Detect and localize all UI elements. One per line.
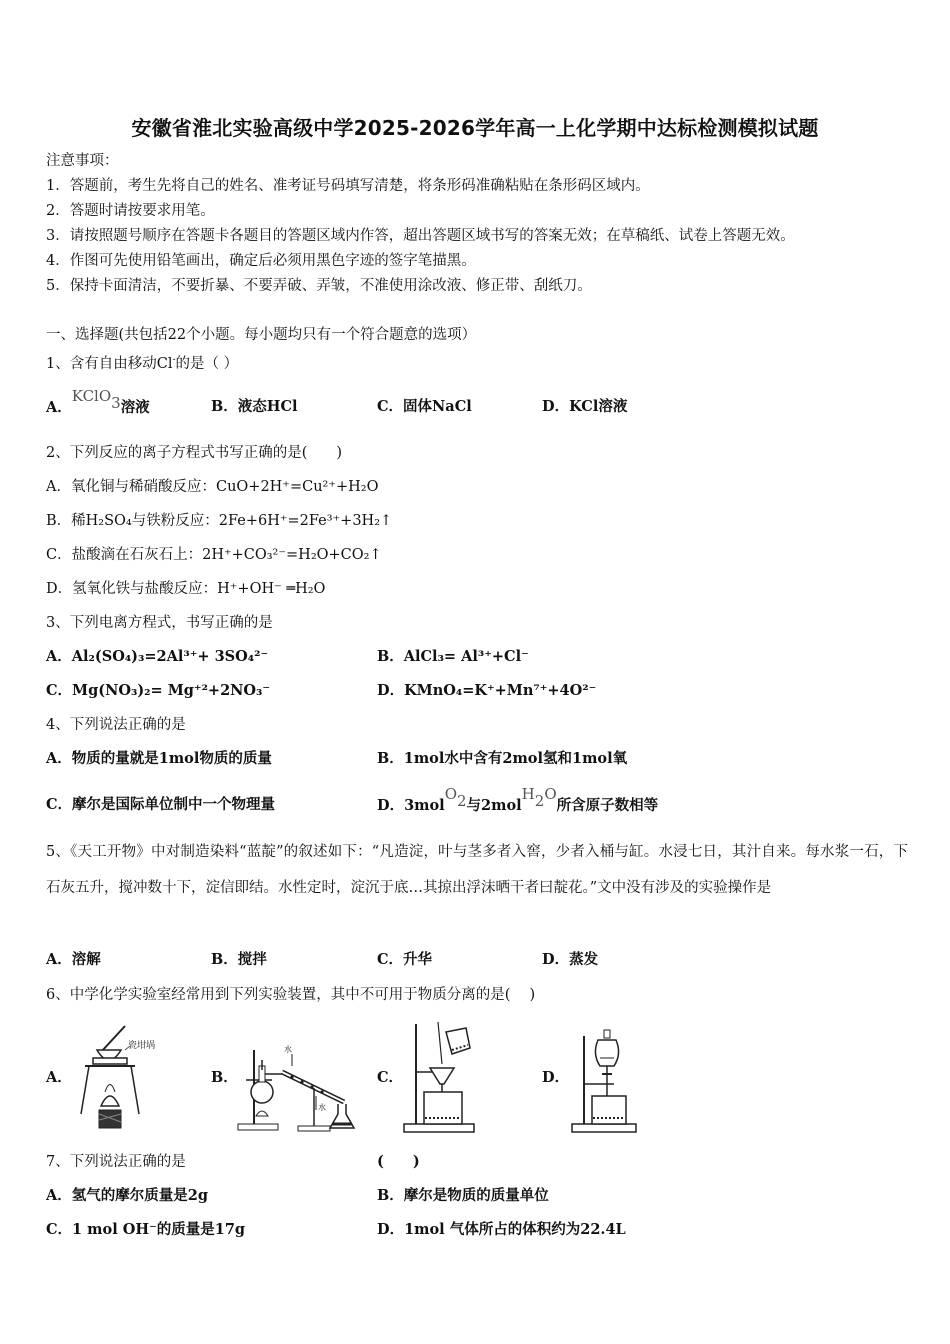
separatory-funnel-figure — [570, 1022, 650, 1134]
q5-option-a: A．溶解 — [46, 951, 101, 968]
note-item: 3．请按照题号顺序在答题卡各题目的答题区域内作答，超出答题区域书写的答案无效；在草稿纸、试卷上答题无效。 — [46, 228, 795, 244]
q6-option-a: A． — [46, 1069, 72, 1086]
q5-option-d: D．蒸发 — [542, 951, 599, 968]
q3-option-a: A．Al₂(SO₄)₃=2Al³⁺+ 3SO₄²⁻ — [46, 648, 269, 665]
q4-option-d: D．3molO$_2$与2molH$_2$O所含原子数相等 — [377, 785, 659, 814]
question-6-stem: 6、中学化学实验室经常用到下列实验装置，其中不可用于物质分离的是( ) — [46, 987, 536, 1003]
q1-option-c: C．固体NaCl — [377, 398, 472, 415]
crucible-label: 瓷坩埚 — [128, 1041, 156, 1051]
q2-option-d: D．氢氧化铁与盐酸反应：H⁺+OH⁻ ═H₂O — [46, 581, 326, 597]
notes-heading: 注意事项： — [46, 153, 119, 169]
q2-option-a: A．氧化铜与稀硝酸反应：CuO+2H⁺=Cu²⁺+H₂O — [46, 479, 379, 495]
question-5-stem: 5、《天工开物》中对制造染料“蓝靛”的叙述如下：“凡造淀，叶与茎多者入窖，少者入桶与缸。水浸七日，其汁自来。每水浆一石，下石灰五升，搅冲数十下，淀信即结。水性定时，淀沉于底…其掠出浮沫晒干者曰靛花。”文中没有涉及的实验操作是 — [46, 844, 908, 896]
question-7-stem: 7、下列说法正确的是 — [46, 1154, 186, 1170]
page-title: 安徽省淮北实验高级中学2025-2026学年高一上化学期中达标检测模拟试题 — [131, 116, 819, 140]
question-3-stem: 3、下列电离方程式，书写正确的是 — [46, 615, 273, 631]
q7-option-a: A．氢气的摩尔质量是2g — [46, 1187, 208, 1204]
q3-option-b: B．AlCl₃= Al³⁺+Cl⁻ — [377, 648, 529, 665]
water-out-label: 水 — [318, 1103, 326, 1112]
q1-option-a: A．KClO$_3$溶液 — [46, 387, 150, 416]
water-in-label: 水 — [284, 1045, 292, 1054]
note-item: 4．作图可先使用铅笔画出，确定后必须用黑色字迹的签字笔描黑。 — [46, 253, 476, 269]
crucible-apparatus-figure — [75, 1022, 165, 1132]
note-item: 2．答题时请按要求用笔。 — [46, 203, 215, 219]
note-item: 5．保持卡面清洁，不要折暴、不要弄破、弄皱，不准使用涂改液、修正带、刮纸刀。 — [46, 278, 592, 294]
q2-option-b: B．稀H₂SO₄与铁粉反应：2Fe+6H⁺=2Fe³⁺+3H₂↑ — [46, 513, 393, 529]
question-4-stem: 4、下列说法正确的是 — [46, 717, 186, 733]
q5-option-c: C．升华 — [377, 951, 433, 968]
note-item: 1．答题前，考生先将自己的姓名、准考证号码填写清楚，将条形码准确粘贴在条形码区域内。 — [46, 178, 650, 194]
q4-option-b: B．1mol水中含有2mol氢和1mol氧 — [377, 750, 628, 767]
q7-option-d: D．1mol 气体所占的体积约为22.4L — [377, 1221, 626, 1238]
q3-option-c: C．Mg(NO₃)₂= Mg⁺²+2NO₃⁻ — [46, 682, 271, 699]
filtration-apparatus-figure — [402, 1018, 482, 1134]
q1-option-d: D．KCl溶液 — [542, 398, 628, 415]
q6-option-c: C． — [377, 1069, 404, 1086]
q1-option-b: B．液态HCl — [211, 398, 298, 415]
q6-option-d: D． — [542, 1069, 570, 1086]
q5-option-b: B．搅拌 — [211, 951, 267, 968]
q7-option-b: B．摩尔是物质的质量单位 — [377, 1187, 549, 1204]
q4-option-a: A．物质的量就是1mol物质的质量 — [46, 750, 272, 767]
question-1-stem: 1、含有自由移动Cl-的是（ ） — [46, 355, 239, 372]
q6-option-b: B． — [211, 1069, 238, 1086]
section-heading: 一、选择题(共包括22个小题。每小题均只有一个符合题意的选项） — [46, 327, 477, 343]
distillation-apparatus-figure — [232, 1040, 362, 1136]
q2-option-c: C．盐酸滴在石灰石上：2H⁺+CO₃²⁻=H₂O+CO₂↑ — [46, 547, 382, 563]
question-2-stem: 2、下列反应的离子方程式书写正确的是( ) — [46, 445, 343, 461]
q4-option-c: C．摩尔是国际单位制中一个物理量 — [46, 796, 276, 813]
question-7-paren: ( ) — [377, 1153, 420, 1170]
q7-option-c: C．1 mol OH⁻的质量是17g — [46, 1221, 246, 1238]
q3-option-d: D．KMnO₄=K⁺+Mn⁷⁺+4O²⁻ — [377, 682, 597, 699]
